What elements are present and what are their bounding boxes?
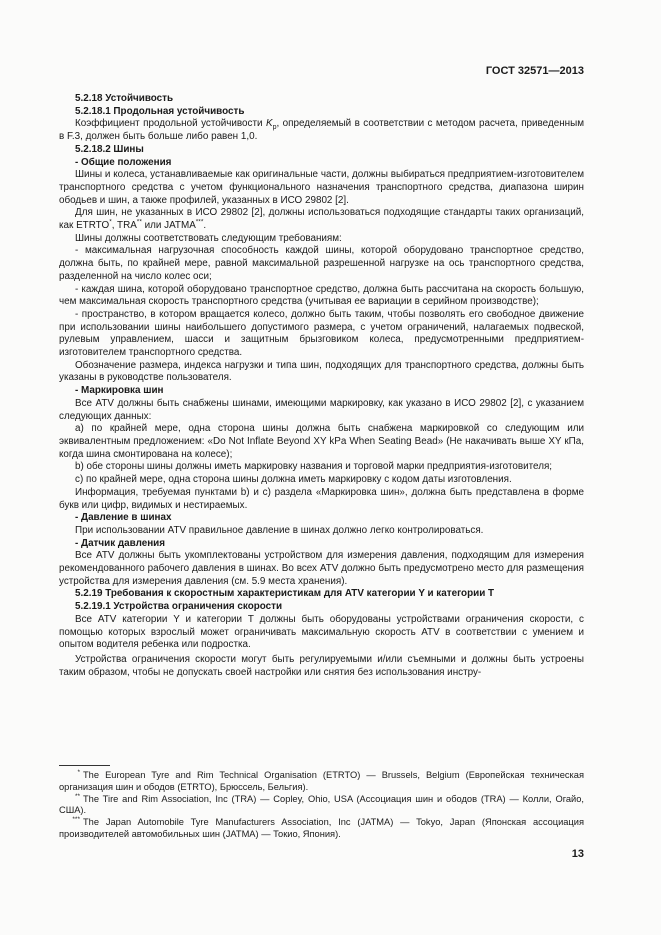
paragraph-tyres-selection: Шины и колеса, устанавливаемые как оригинальные части, должны выбираться предприятием-изготовителем транспортного средства с учетом функционального назначения транспортного средства, диапазона ширин ободьев и шин, а также профилей, указанных в ИСО 29802 [2]. — [59, 169, 584, 206]
section-heading-5-2-19: 5.2.19 Требования к скоростным характеристикам для ATV категории Y и категории T — [75, 588, 495, 600]
paragraph-requirements-intro: Шины должны соответствовать следующим требованиям: — [75, 232, 342, 244]
paragraph-sensor: Все ATV должны быть укомплектованы устройством для измерения давления, подходящим для измерения рекомендованного рабочего давления в шинах. Во всех ATV должно быть предусмотрено место для размещения устройства для измерения давления (см. 5.9 места хранения). — [59, 550, 584, 587]
list-item-marking-c: c) по крайней мере, одна сторона шины должна иметь маркировку с кодом даты изготовления. — [75, 474, 512, 486]
subheading-pressure: - Давление в шинах — [75, 512, 172, 524]
subheading-marking: - Маркировка шин — [75, 385, 164, 397]
footnote-tra: ** The Tire and Rim Association, Inc (TRA) — Copley, Ohio, USA (Ассоциация шин и ободов (TRA) — Колли, Огайо, США). — [59, 792, 584, 816]
section-heading-5-2-18-1: 5.2.18.1 Продольная устойчивость — [75, 105, 245, 117]
list-item-marking-b: b) обе стороны шины должны иметь маркировку названия и торговой марки предприятия-изготовителя; — [75, 461, 553, 473]
paragraph-designation: Обозначение размера, индекса нагрузки и типа шин, подходящих для транспортного средства, должны быть указаны в руководстве пользователя. — [59, 359, 584, 384]
footnote-etrto: * The European Tyre and Rim Technical Organisation (ETRTO) — Brussels, Belgium (Европейская техническая организация шин и ободов (ETRTO), Брюссель, Бельгия). — [59, 768, 584, 792]
body-text — [59, 93, 584, 679]
footnote-divider — [59, 765, 110, 766]
list-item-wheel-space: - пространство, в котором вращается колесо, должно быть таким, чтобы позволять его свободное движение при использовании шины наибольшего допустимого размера, с учетом ограничений, налагаемых подвеской, рулевым управлением, шасси и защитным брызговиком колеса, предусмотренными предприятием-изготовителем транспортного средства. — [59, 308, 584, 359]
paragraph-marking-intro: Все ATV должны быть снабжены шинами, имеющими маркировку, как указано в ИСО 29802 [2], с указанием следующих данных: — [59, 397, 584, 422]
document-code: ГОСТ 32571—2013 — [485, 65, 584, 77]
paragraph-other-standards: Для шин, не указанных в ИСО 29802 [2], должны использоваться подходящие стандарты таких организаций, как ETRTO*, TRA** или JATMA***. — [59, 207, 584, 232]
subheading-general: - Общие положения — [75, 156, 172, 168]
list-item-marking-a: а) по крайней мере, одна сторона шины должна быть снабжена маркировкой со следующим или эквивалентным предложением: «Do Not Inflate Beyond XY kPa When Seating Bead» (Не накачивать выше XY кПа, когда шина смонтирована на колесе); — [59, 423, 584, 460]
section-heading-5-2-19-1: 5.2.19.1 Устройства ограничения скорости — [75, 601, 283, 613]
subheading-sensor: - Датчик давления — [75, 537, 166, 549]
paragraph-speed-limiters: Все ATV категории Y и категории T должны быть оборудованы устройствами ограничения скорости, с помощью которых взрослый может ограничивать максимальную скорость ATV в соответствии с умением и опытом водителя ребенка или подростка. — [59, 613, 584, 651]
k-symbol: K — [265, 118, 273, 130]
paragraph-limiter-adjustment: Устройства ограничения скорости могут быть регулируемыми и/или съемными и должны быть устроены таким образом, чтобы не допускать своей настройки или снятия без использования инстру- — [59, 653, 584, 678]
paragraph-pressure: При использовании ATV правильное давление в шинах должно легко контролироваться. — [75, 524, 484, 536]
section-heading-5-2-18-2: 5.2.18.2 Шины — [75, 143, 144, 155]
list-item-load-capacity: - максимальная нагрузочная способность каждой шины, которой оборудовано транспортное средство, должна быть, по крайней мере, равной максимальной разрешенной нагрузке на ось транспортного средства, разделенной на число колес оси; — [59, 245, 584, 282]
list-item-speed-rating: - каждая шина, которой оборудовано транспортное средство, должна быть рассчитана на скорость большую, чем максимальная скорость транспортного средства (учитывая ее вариации в серийном производстве); — [59, 283, 584, 308]
paragraph-stability-coefficient: Коэффициент продольной устойчивости $K_р$, определяемый в соответствии с методом расчета, приведенным в F.3, должен быть больше либо равен 1,0. — [59, 118, 585, 143]
section-heading-5-2-18: 5.2.18 Устойчивость — [75, 93, 174, 104]
page-number: 13 — [571, 848, 584, 860]
footnote-jatma: *** The Japan Automobile Tyre Manufacturers Association, Inc (JATMA) — Tokyo, Japan (Японская ассоциация производителей автомобильных шин (JATMA) — Токио, Япония). — [59, 816, 584, 839]
paragraph-marking-info: Информация, требуемая пунктами b) и c) раздела «Маркировка шин», должна быть представлена в форме букв или цифр, видимых и нестираемых. — [59, 486, 584, 511]
footnotes — [59, 770, 584, 841]
